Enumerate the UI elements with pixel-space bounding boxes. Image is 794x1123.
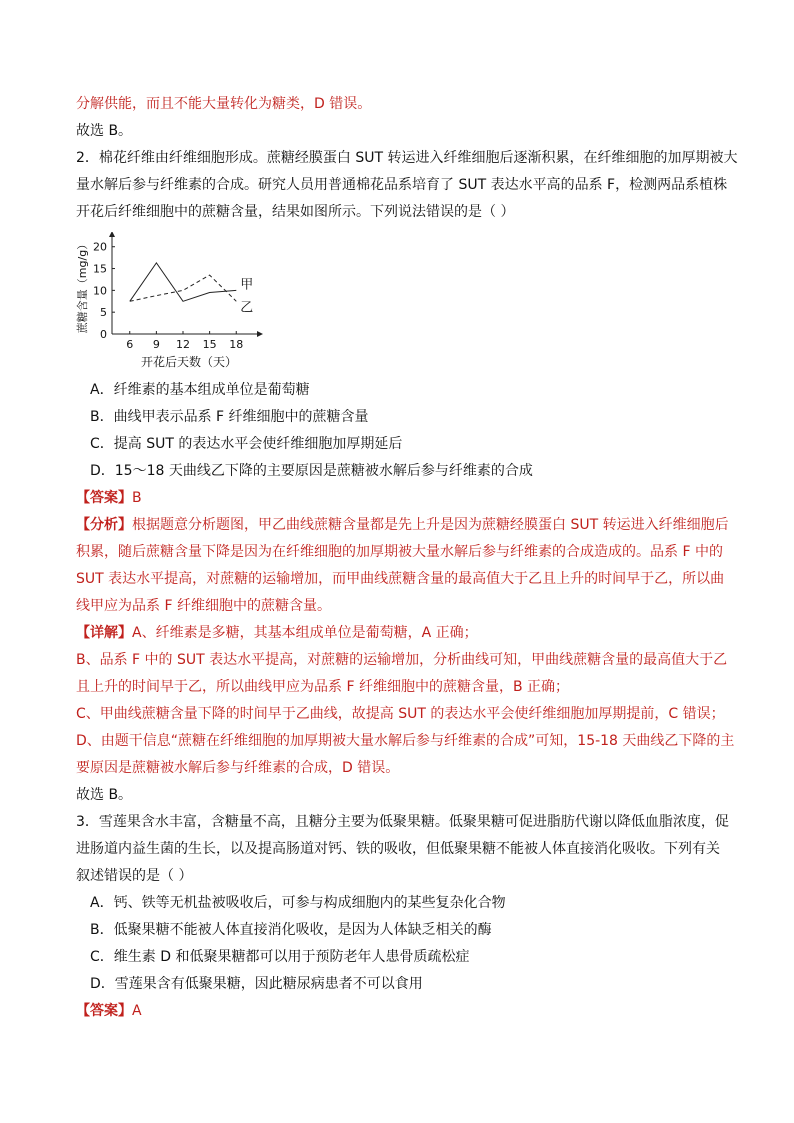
y-tick-label: 5	[100, 306, 107, 320]
answer-label: 【答案】	[76, 490, 132, 506]
option-b: B．低聚果糖不能被人体直接消化吸收，是因为人体缺乏相关的酶	[90, 922, 492, 938]
answer-label: 【答案】	[76, 1003, 132, 1019]
option-a: A．钙、铁等无机盐被吸收后，可参与构成细胞内的某些复杂化合物	[90, 895, 506, 911]
analysis-text: 线甲应为品系 F 纤维细胞中的蔗糖含量。	[76, 598, 331, 614]
option-d: D．15～18 天曲线乙下降的主要原因是蔗糖被水解后参与纤维素的合成	[90, 463, 533, 479]
series-label: 甲	[240, 277, 254, 293]
option-b: B．曲线甲表示品系 F 纤维细胞中的蔗糖含量	[90, 409, 369, 425]
text-line: 分解供能，而且不能大量转化为糖类，D 错误。	[76, 96, 372, 112]
option-a: A．纤维素的基本组成单位是葡萄糖	[90, 382, 310, 398]
detail-text: B、品系 F 中的 SUT 表达水平提高，对蔗糖的运输增加，分析曲线可知，甲曲线蔗糖含量的最高值大于乙	[76, 652, 728, 668]
question-2-text: 量水解后参与纤维素的合成。研究人员用普通棉花品系培育了 SUT 表达水平高的品系 F，检测两品系植株	[76, 177, 728, 193]
detail-label: 【详解】	[76, 625, 132, 641]
analysis-text: 积累，随后蔗糖含量下降是因为在纤维细胞的加厚期被大量水解后参与纤维素的合成造成的。品系 F 中的	[76, 544, 723, 560]
question-3-text: 叙述错误的是（ ）	[76, 868, 193, 884]
detail-line	[76, 623, 478, 643]
x-axis-label: 开花后天数（天）	[140, 355, 238, 369]
x-tick-label: 12	[176, 338, 190, 351]
y-axis-label: 蔗糖含量（mg/g）	[76, 238, 89, 334]
x-tick-label: 15	[202, 338, 217, 351]
analysis-label: 【分析】	[76, 517, 132, 533]
answer-value: A	[132, 1003, 142, 1019]
series-line-jia	[130, 263, 237, 301]
detail-text: 且上升的时间早于乙，所以曲线甲应为品系 F 纤维细胞中的蔗糖含量，B 正确；	[76, 679, 570, 695]
sucrose-chart	[74, 232, 264, 372]
analysis-line	[76, 515, 729, 535]
x-tick-label: 6	[126, 338, 134, 351]
question-2-text: 开花后纤维细胞中的蔗糖含量，结果如图所示。下列说法错误的是（ ）	[76, 204, 515, 220]
question-3-text: 进肠道内益生菌的生长，以及提高肠道对钙、铁的吸收，但低聚果糖不能被人体直接消化吸收。下列有关	[76, 841, 720, 857]
option-c: C．维生素 D 和低聚果糖都可以用于预防老年人患骨质疏松症	[90, 949, 470, 965]
analysis-text: SUT 表达水平提高，对蔗糖的运输增加，而甲曲线蔗糖含量的最高值大于乙且上升的时间早于乙，所以曲	[76, 571, 725, 587]
analysis-text: 根据题意分析题图，甲乙曲线蔗糖含量都是先上升是因为蔗糖经膜蛋白 SUT 转运进入纤维细胞后	[132, 517, 729, 533]
y-axis-arrow	[109, 232, 115, 237]
y-tick-label: 0	[100, 328, 107, 341]
choose-line: 故选 B。	[76, 787, 133, 803]
answer-line	[76, 1001, 142, 1021]
x-tick-label: 9	[152, 338, 160, 351]
text-line: 故选 B。	[76, 123, 133, 139]
y-tick-label: 20	[93, 240, 107, 254]
detail-text: D、由题干信息“蔗糖在纤维细胞的加厚期被大量水解后参与纤维素的合成”可知，15-18 天曲线乙下降的主	[76, 733, 735, 749]
series-label: 乙	[240, 300, 254, 316]
detail-text: A、纤维素是多糖，其基本组成单位是葡萄糖，A 正确；	[132, 625, 478, 641]
y-tick-label: 10	[93, 284, 107, 298]
question-3-text: 3．雪莲果含水丰富，含糖量不高，且糖分主要为低聚果糖。低聚果糖可促进脂肪代谢以降低血脂浓度，促	[76, 814, 729, 830]
answer-value: B	[132, 490, 142, 506]
detail-text: 要原因是蔗糖被水解后参与纤维素的合成，D 错误。	[76, 760, 400, 776]
question-2-text: 2．棉花纤维由纤维细胞形成。蔗糖经膜蛋白 SUT 转运进入纤维细胞后逐渐积累，在纤维细胞的加厚期被大	[76, 150, 738, 166]
y-tick-label: 15	[93, 262, 107, 276]
option-d: D．雪莲果含有低聚果糖，因此糖尿病患者不可以食用	[90, 976, 423, 992]
x-tick-label: 18	[229, 338, 244, 351]
answer-line	[76, 488, 142, 508]
x-axis-arrow	[257, 331, 263, 337]
option-c: C．提高 SUT 的表达水平会使纤维细胞加厚期延后	[90, 436, 403, 452]
detail-text: C、甲曲线蔗糖含量下降的时间早于乙曲线，故提高 SUT 的表达水平会使纤维细胞加厚期提前，C 错误；	[76, 706, 725, 722]
